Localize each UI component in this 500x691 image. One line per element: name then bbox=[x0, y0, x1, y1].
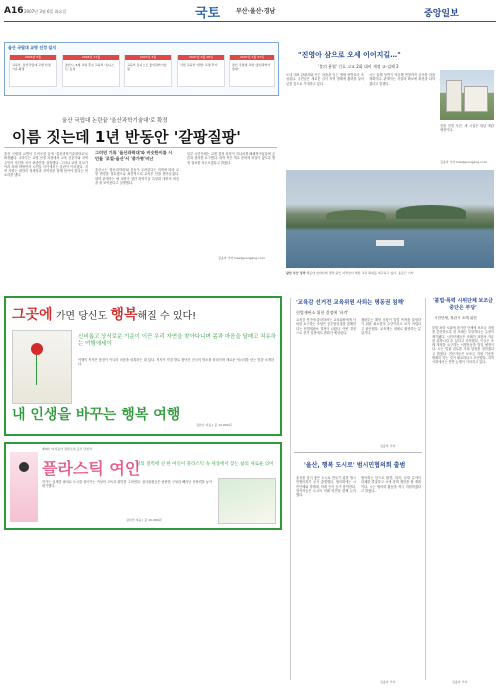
section-title: 국토 bbox=[195, 6, 221, 21]
building-shape bbox=[464, 86, 488, 112]
ad1-headline-post: 해질 수 있다! bbox=[137, 311, 197, 322]
main-headline: 이름 짓는데 1년 반동안 '갈팡질팡' bbox=[12, 128, 241, 146]
timeline-text: 울산시, 5개 교명 후보 교육부 '유니스트' 등록 bbox=[65, 63, 115, 71]
main-kicker: 울산 국립대 논란끝 '울산과학기술대'로 확정 bbox=[62, 118, 168, 124]
article-e-subhead: 시민단체, 정관시 조례 위헌 bbox=[434, 316, 477, 320]
page-number: A16 bbox=[4, 6, 24, 16]
photo-caption-right: 건물 전경 사진. 새 시설은 내년 개관 예정이다. bbox=[440, 124, 494, 133]
harbor-photo bbox=[286, 170, 494, 268]
article-d-headline: '울산, 행복 도시로' 범시민협의회 출범 bbox=[304, 462, 406, 469]
timeline-text: 교육부 유니스트 울산과학기술원 bbox=[127, 63, 167, 71]
timeline-date: 2006년 11월 bbox=[63, 55, 119, 60]
timeline-text: 울산 국립대 교명 '울산과학기술대' bbox=[232, 63, 271, 71]
section-subtitle: 부산·울산·경남 bbox=[236, 8, 276, 15]
book-cover-2[interactable] bbox=[218, 478, 276, 524]
timeline-date: 2006년 5월 bbox=[10, 55, 56, 60]
timeline-item bbox=[177, 55, 225, 87]
column-divider bbox=[425, 298, 426, 680]
newspaper-logo: 중앙일보 bbox=[424, 9, 459, 19]
divider bbox=[294, 452, 422, 453]
ad2-author: 김다빈 지음 | 값 10,000원 bbox=[126, 518, 162, 522]
book-ad-1[interactable] bbox=[4, 296, 282, 436]
article-e-headline: '불법·폭력 시위단체 보조금 중단은 부당' bbox=[432, 298, 494, 311]
right-byline: 김송자 기자 kiss@joongang.co.kr bbox=[440, 160, 488, 164]
ad1-body: 여행의 목적은 풍경이 아니라 마음을 회복하는 데 있다. 저자가 직접 발로 찾아간 전국의 명소를 따라가며 새로운 에너지를 얻는 법을 소개한다. bbox=[78, 358, 274, 367]
book-cover[interactable] bbox=[12, 330, 72, 404]
timeline-item bbox=[229, 55, 275, 87]
timeline-title: 울산 국립대 교명 선정 일지 bbox=[8, 45, 57, 50]
timeline-date: 2007년 2월 bbox=[125, 55, 171, 60]
photo-caption bbox=[286, 271, 494, 275]
head-shape bbox=[19, 462, 29, 472]
timeline-item bbox=[9, 55, 57, 87]
ad1-headline bbox=[12, 304, 196, 324]
ad1-book-title: 내 인생을 바꾸는 행복 여행 bbox=[12, 407, 181, 423]
building-shape bbox=[446, 80, 462, 112]
main-subhead: 그러던 기류 '울산과학대'와 비슷한이름 시민들 '로컬-울산'서 '총가형'비난 bbox=[95, 150, 173, 161]
ship-shape bbox=[376, 240, 404, 246]
ad1-tagline: 신비롭고 상서로운 기운이 이끈 우리 자연을 찾아다니며 몸과 마음을 달래고 치유하는 여행에세이 bbox=[78, 334, 277, 347]
photo-credit: 송봉근 기자 bbox=[398, 271, 414, 275]
article-d-byline: 김송자 기자 bbox=[380, 680, 396, 684]
building-photo bbox=[440, 70, 494, 120]
right-headline: "진영아 삼으로 오세 이어지길…" bbox=[298, 51, 401, 59]
article-e-body: 불법·폭력 시위에 참가한 단체에 보조금 지원을 중단하도록 한 조례는 부당하다는 주장이 제기됐다. 시민단체들은 조례가 표현의 자유를 위축시킬 수 있다고 지적했다. 이들은 조례 개정을 요구하는 서명운동을 벌일 예정이다. 시는 법률 검토를 거쳐 입장을 정하겠다고 밝혔다. 전문가들은 보조금 지원 기준을 명확히 하는 것이 필요하다고 조언했다. 지역 사회에서는 찬반 논쟁이 이어지고 있다. bbox=[432, 326, 494, 365]
photo-caption-text: 해운대 앞바다에 정박 중인 여객선이 해상 교류 확대를 예고하고 있다. bbox=[306, 271, 398, 275]
timeline-item bbox=[62, 55, 120, 87]
right-body-col1: 도내 대표 관광지와 인근 마을을 잇는 생태 탐방로가 조성된다. 주민들은 새로운 길이 지역 경제에 활력을 불어넣을 것으로 기대하고 있다. bbox=[286, 73, 364, 86]
article-c-subhead: 헌법재판소 위헌 결정에 '파격' bbox=[296, 310, 349, 315]
timeline-text: 국립 교육부 '한편' 교명 추가 bbox=[180, 63, 218, 67]
ad2-title: 플라스틱 여인 bbox=[42, 459, 141, 478]
island-shape bbox=[326, 210, 386, 220]
woman-illustration bbox=[10, 452, 38, 522]
timeline-text: 교육부, 울산국립대 교명 선정 기준 확정 bbox=[12, 63, 51, 71]
article-c-headline: '교육감 선거전 교육위원 사퇴는 명동권 침해' bbox=[296, 300, 405, 306]
ad1-headline-mid: 가면 당신도 bbox=[52, 311, 111, 322]
divider bbox=[4, 147, 277, 148]
ad2-body: 작가는 섬세한 필치로 도시를 살아가는 여성의 고독과 희망을 그려낸다. 심사위원들은 탄탄한 구성과 빼어난 문장력을 높이 평가했다. bbox=[42, 480, 212, 489]
main-byline: 김송자 기자 kiss@joongang.co.kr bbox=[218, 256, 266, 260]
ad1-headline-pre: 그곳에 bbox=[12, 307, 53, 323]
column-divider bbox=[290, 298, 291, 680]
main-body-col2: 울산시는 '울산과학대'와 혼동이 우려된다는 지적에 따라 교명 변경을 검토했으나 최종적으로 교육부 안을 받아들였다. 대학 관계자는 새 교명이 첨단 과학기술 특성화 대학의 비전을 잘 보여준다고 설명했다. bbox=[95, 168, 179, 185]
article-c-body-1: 교육감 선거에 출마하려는 교육위원에게 사퇴를 요구하는 조항은 공무담임권을 침해한다는 헌법재판소 결정이 나왔다. 이번 결정으로 선거 일정에도 변화가 예상된다. bbox=[296, 318, 356, 335]
right-body-col2: 시는 올해 상반기 착공해 연말까지 공사를 마칠 계획이다. 관계자는 사업비 확보에 최선을 다하겠다고 말했다. bbox=[369, 73, 435, 86]
book-ad-2[interactable] bbox=[4, 442, 282, 530]
timeline-item bbox=[124, 55, 172, 87]
header-rule bbox=[4, 21, 496, 22]
timeline-box bbox=[4, 42, 279, 96]
photo-caption-title: 광안 부산 정박 bbox=[286, 271, 306, 275]
stem-shape bbox=[36, 355, 37, 385]
main-body-col3: 일부 시민단체는 교명 결정 과정이 지나치게 폐쇄적이었다며 공론화 절차를 요구했다. 대학 측은 개교 준비에 차질이 없도록 행정 절차를 서두르겠다고 밝혔다. bbox=[187, 152, 275, 165]
flower-icon bbox=[31, 343, 43, 355]
main-body-col1: 울산 국립대 교명이 우여곡절 끝에 '울산과학기술대학교'로 확정됐다. 교육부는 교명 선정 과정에서 교육 전문가와 지역 주민의 의견을 모아 최종안을 결정했다. 그러나 교명 후보가 여러 차례 바뀌면서 시민들 사이에서는 혼란이 이어졌다. 지역 사회는 대학의 정체성과 지역성을 함께 담아야 한다는 목소리를 냈다. bbox=[4, 152, 88, 178]
ad1-author: 김한수 지음 | 값 12,000원 bbox=[196, 423, 232, 427]
issue-date: 2007년 3월 6일 화요일 bbox=[24, 9, 67, 14]
article-d-body-2: 협의회는 앞으로 환경, 복지, 문화 분야의 과제를 발굴하고 시에 정책 제안을 할 계획이다. 시는 협의회 활동을 적극 지원하겠다고 밝혔다. bbox=[361, 476, 421, 493]
timeline-date: 2007년 2월 27일 bbox=[230, 55, 274, 60]
ad2-subtitle: 제3회 '여성동아 장편소설 공모 당선작 bbox=[42, 447, 93, 451]
right-subhead: '불의 용엽' 간호 고교 2회 대비 재정 교-김해 2 bbox=[318, 64, 399, 69]
article-e-byline: 김송자 기자 bbox=[452, 680, 468, 684]
ad2-tagline: 삶의 절벽에 선 한 여인이 플라스틱 속 세상에서 찾는 삶의 새로운 의미 bbox=[136, 462, 274, 467]
article-c-byline: 김송자 기자 bbox=[380, 444, 396, 448]
timeline-date: 2007년 2월 26일 bbox=[178, 55, 224, 60]
island-shape bbox=[396, 205, 466, 219]
page-header bbox=[0, 0, 500, 22]
ad1-headline-em: 행복 bbox=[110, 307, 138, 323]
article-d-body-1: 울산을 살기 좋은 도시로 만들기 위한 범시민협의회가 공식 출범했다. 협의회에는 시민단체와 경제계, 학계 인사 등이 참여한다. 참석자들은 도시의 미래 비전을 함께 논의했다. bbox=[296, 476, 356, 498]
article-c-body-2: 재판부는 해당 조항이 입법 목적을 달성하기 위한 최소한의 수단이라고 보기 어렵다고 판단했다. 교육계는 대체로 환영하는 분위기다. bbox=[361, 318, 421, 335]
